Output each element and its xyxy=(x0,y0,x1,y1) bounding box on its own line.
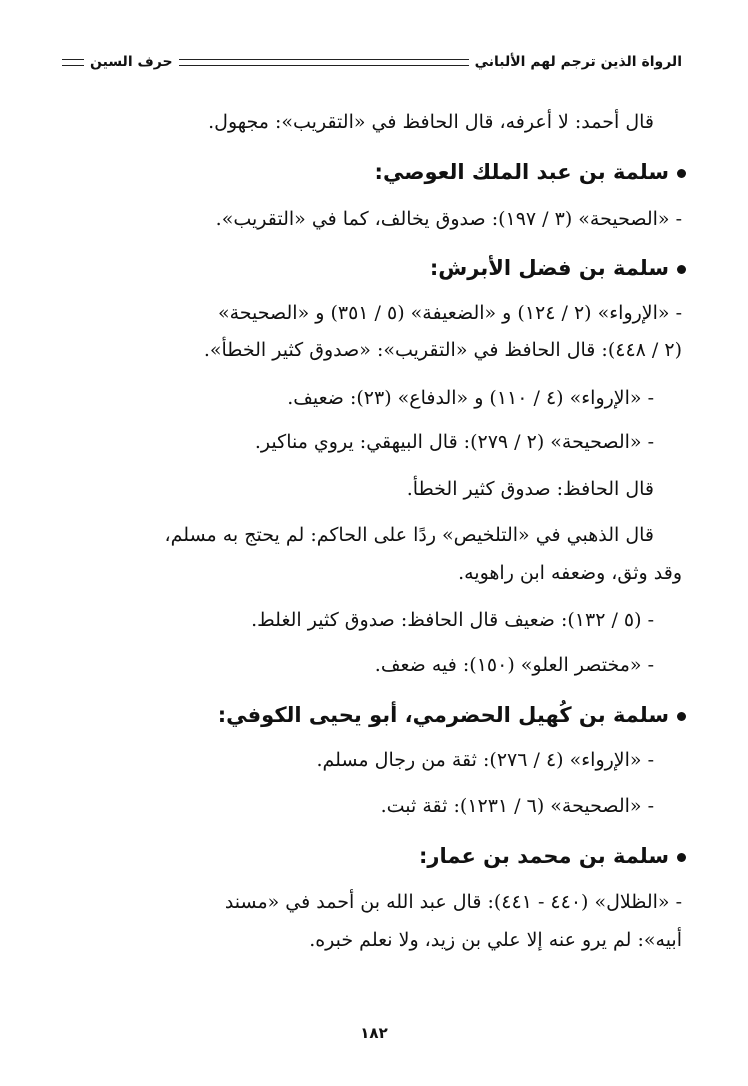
running-header xyxy=(62,48,682,76)
header-title: الرواة الذين ترجم لهم الألباني xyxy=(474,54,682,70)
header-rule-end xyxy=(62,59,84,66)
bullet-icon xyxy=(677,265,686,274)
bullet-icon xyxy=(677,712,686,721)
narrator-heading xyxy=(375,157,686,187)
header-rule xyxy=(179,59,469,66)
entry-line: - «الصحيحة» (٣ / ١٩٧): صدوق يخالف، كما في «التقريب». xyxy=(215,208,682,230)
entry-line: - «الإرواء» (٢ / ١٢٤) و «الضعيفة» (٥ / ٣٥١) و «الصحيحة» xyxy=(217,302,682,324)
entry-line: - «الإرواء» (٤ / ١١٠) و «الدفاع» (٢٣): ضعيف. xyxy=(287,387,654,409)
narrator-heading xyxy=(419,841,686,871)
entry-line: - «الإرواء» (٤ / ٢٧٦): ثقة من رجال مسلم. xyxy=(316,749,654,771)
entry-line: قال أحمد: لا أعرفه، قال الحافظ في «التقريب»: مجهول. xyxy=(208,111,654,133)
page-number: ١٨٢ xyxy=(360,1024,388,1042)
entry-line: - «الظلال» (٤٤٠ - ٤٤١): قال عبد الله بن أحمد في «مسند xyxy=(224,891,682,913)
narrator-heading xyxy=(430,253,686,283)
narrator-name: سلمة بن كُهيل الحضرمي، أبو يحيى الكوفي: xyxy=(217,703,669,727)
entry-line: قال الذهبي في «التلخيص» ردًا على الحاكم: لم يحتج به مسلم، xyxy=(164,524,654,546)
entry-line: - «الصحيحة» (٢ / ٢٧٩): قال البيهقي: يروي مناكير. xyxy=(254,431,654,453)
narrator-name: سلمة بن محمد بن عمار: xyxy=(419,844,669,868)
entry-line: - (٥ / ١٣٢): ضعيف قال الحافظ: صدوق كثير الغلط. xyxy=(251,609,654,631)
narrator-name: سلمة بن عبد الملك العوصي: xyxy=(374,160,669,184)
entry-line: أبيه»: لم يرو عنه إلا علي بن زيد، ولا نعلم خبره. xyxy=(309,929,682,951)
bullet-icon xyxy=(677,169,686,178)
entry-line: - «الصحيحة» (٦ / ١٢٣١): ثقة ثبت. xyxy=(380,795,654,817)
header-section: حرف السين xyxy=(90,54,173,70)
bullet-icon xyxy=(677,853,686,862)
entry-line: (٢ / ٤٤٨): قال الحافظ في «التقريب»: «صدوق كثير الخطأ». xyxy=(203,339,682,361)
entry-line: - «مختصر العلو» (١٥٠): فيه ضعف. xyxy=(374,654,654,676)
entry-line: وقد وثق، وضعفه ابن راهويه. xyxy=(458,562,682,584)
narrator-name: سلمة بن فضل الأبرش: xyxy=(429,256,669,280)
narrator-heading xyxy=(218,700,686,730)
entry-line: قال الحافظ: صدوق كثير الخطأ. xyxy=(406,478,654,500)
